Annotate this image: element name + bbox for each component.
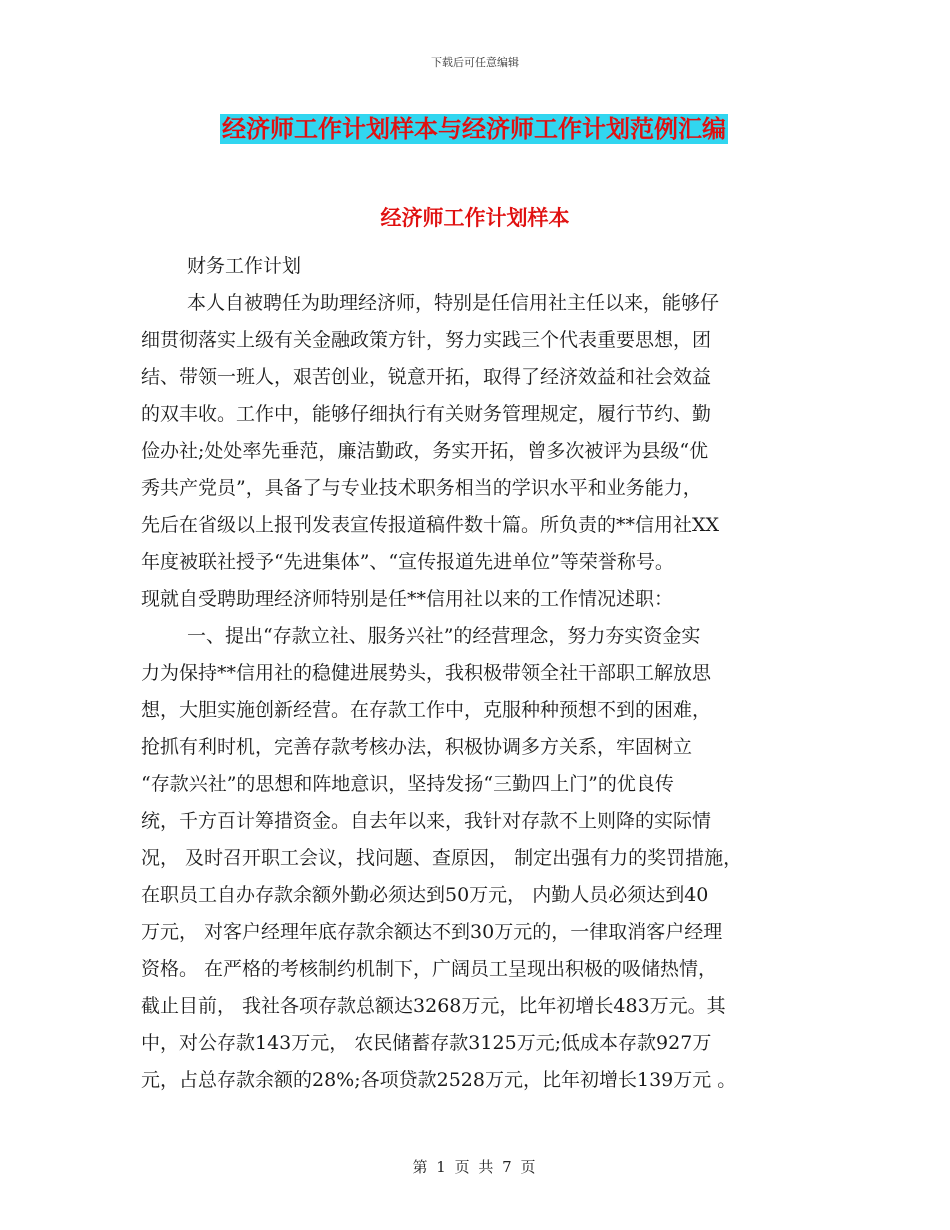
text-line: 资格。 在严格的考核制约机制下，广阔员工呈现出积极的吸储热情， bbox=[141, 958, 718, 980]
text-line: 统，千方百计筹措资金。自去年以来，我针对存款不上则降的实际情 bbox=[141, 810, 712, 832]
page-number: 第 1 页 共 7 页 bbox=[412, 1158, 538, 1176]
text-line: 现就自受聘助理经济师特别是任**信用社以来的工作情况述职： bbox=[141, 588, 674, 610]
text-line: 况， 及时召开职工会议，找问题、查原因， 制定出强有力的奖罚措施， bbox=[141, 847, 743, 869]
text-line: 的双丰收。工作中，能够仔细执行有关财务管理规定，履行节约、勤 bbox=[141, 403, 712, 425]
document-title: 经济师工作计划样本与经济师工作计划范例汇编 bbox=[222, 114, 726, 143]
text-line: 截止目前， 我社各项存款总额达3268万元，比年初增长483万元。其 bbox=[141, 995, 726, 1017]
text-line: 一、提出“存款立社、服务兴社”的经营理念，努力夯实资金实 bbox=[187, 625, 701, 647]
text-line: “存款兴社”的思想和阵地意识，坚持发扬“三勤四上门”的优良传 bbox=[141, 773, 674, 795]
header-note: 下载后可任意编辑 bbox=[431, 56, 519, 69]
text-line: 元，占总存款余额的28%;各项贷款2528万元，比年初增长139万元 。 bbox=[141, 1069, 737, 1091]
text-line: 结、带领一班人，艰苦创业，锐意开拓，取得了经济效益和社会效益 bbox=[141, 366, 712, 388]
text-line: 先后在省级以上报刊发表宣传报道稿件数十篇。所负责的**信用社XX bbox=[141, 514, 720, 536]
section-title: 经济师工作计划样本 bbox=[380, 205, 570, 230]
text-line: 抢抓有利时机，完善存款考核办法，积极协调多方关系，牢固树立 bbox=[141, 736, 693, 758]
text-line: 万元， 对客户经理年底存款余额达不到30万元的，一律取消客户经理 bbox=[141, 921, 723, 943]
text-line: 想，大胆实施创新经营。在存款工作中，克服种种预想不到的困难， bbox=[141, 699, 712, 721]
text-line: 年度被联社授予“先进集体”、“宣传报道先进单位”等荣誉称号。 bbox=[141, 551, 674, 573]
text-line: 力为保持**信用社的稳健进展势头，我积极带领全社干部职工解放思 bbox=[141, 662, 712, 684]
text-line: 俭办社;处处率先垂范，廉洁勤政，务实开拓，曾多次被评为县级“优 bbox=[141, 440, 709, 462]
text-line: 秀共产党员”，具备了与专业技术职务相当的学识水平和业务能力， bbox=[141, 477, 702, 499]
text-line: 在职员工自办存款余额外勤必须达到50万元， 内勤人员必须达到40 bbox=[141, 884, 709, 906]
paragraph-heading: 财务工作计划 bbox=[187, 255, 302, 277]
text-line: 中，对公存款143万元， 农民储蓄存款3125万元;低成本存款927万 bbox=[141, 1032, 712, 1054]
text-line: 细贯彻落实上级有关金融政策方针，努力实践三个代表重要思想，团 bbox=[141, 329, 712, 351]
text-line: 本人自被聘任为助理经济师，特别是任信用社主任以来，能够仔 bbox=[187, 292, 720, 314]
